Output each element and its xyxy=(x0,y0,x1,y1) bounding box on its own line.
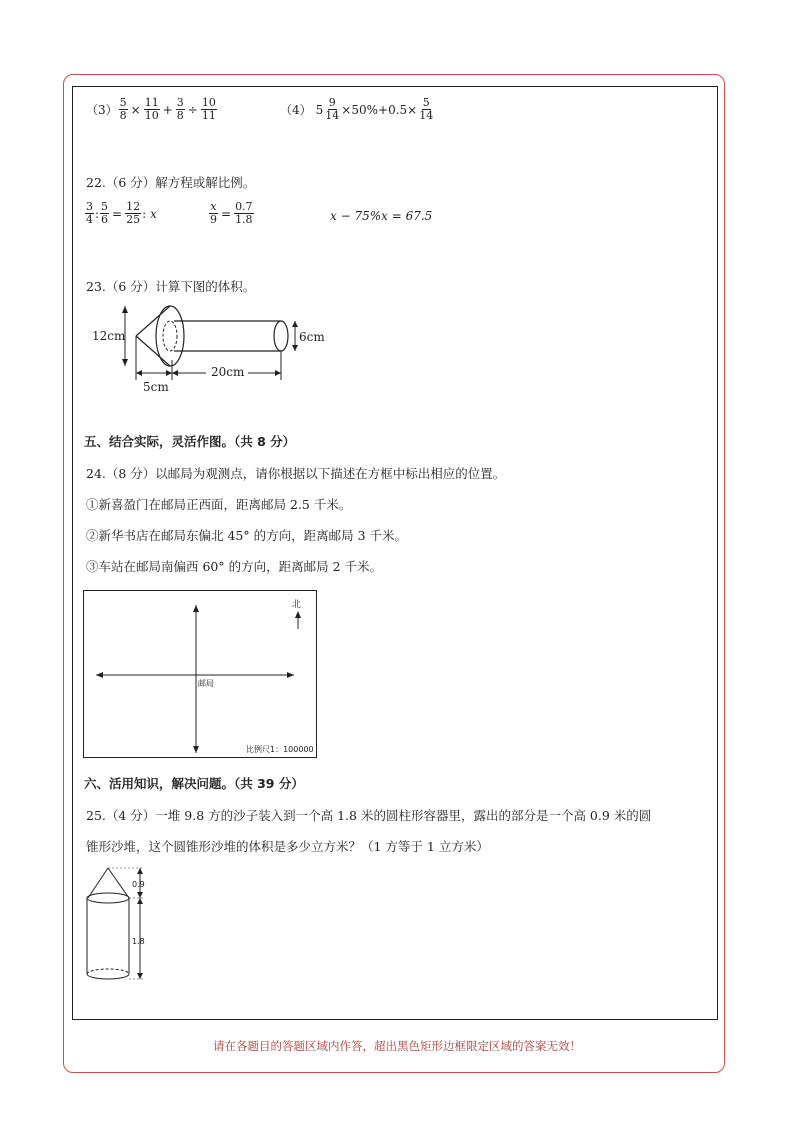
label-5cm: 5cm xyxy=(143,380,169,394)
fraction: $\frac{9}{14}$ xyxy=(325,96,340,122)
label-0-9: 0.9 xyxy=(132,880,145,889)
equation-3: x − 75%x = 67.5 xyxy=(330,209,433,223)
fraction: $\frac{11}{10}$ xyxy=(144,96,159,122)
problem-4: （4） 5 $\frac{9}{14}$ ×50%+0.5× $\frac{5}{14}$ xyxy=(280,96,434,122)
equation-2: $\frac{x}{9}$ = $\frac{0.7}{1.8}$ xyxy=(210,200,253,226)
question-24-item-3: ③车站在邮局南偏西 60° 的方向，距离邮局 2 千米。 xyxy=(86,559,383,574)
problem-4-label: （4） xyxy=(280,103,312,117)
answer-region-frame xyxy=(72,86,718,1020)
section-5-title: 五、结合实际，灵活作图。（共 8 分） xyxy=(84,434,296,449)
label-12cm: 12cm xyxy=(92,329,126,343)
question-24-item-2: ②新华书店在邮局东偏北 45° 的方向，距离邮局 3 千米。 xyxy=(86,528,408,543)
north-label: 北 xyxy=(292,600,302,610)
fraction: $\frac{10}{11}$ xyxy=(201,96,216,122)
label-1-8: 1.8 xyxy=(132,937,145,946)
question-24-title: 24.（8 分）以邮局为观测点，请你根据以下描述在方框中标出相应的位置。 xyxy=(86,466,506,481)
footer-warning: 请在各题目的答题区域内作答，超出黑色矩形边框限定区域的答案无效！ xyxy=(213,1039,581,1053)
question-24-item-1: ①新喜盈门在邮局正西面，距离邮局 2.5 千米。 xyxy=(86,497,352,512)
map-drawing-box[interactable] xyxy=(83,590,317,758)
question-23-title: 23.（6 分）计算下图的体积。 xyxy=(86,279,256,294)
fraction: $\frac{5}{14}$ xyxy=(419,96,434,122)
fraction: $\frac{5}{8}$ xyxy=(119,96,127,122)
fraction: $\frac{3}{8}$ xyxy=(176,96,184,122)
problem-3-label: （3） xyxy=(86,103,118,117)
label-20cm: 20cm xyxy=(211,365,245,379)
question-22-title: 22.（6 分）解方程或解比例。 xyxy=(86,175,256,190)
question-25-line-1: 25.（4 分）一堆 9.8 方的沙子装入到一个高 1.8 米的圆柱形容器里，露出的部分是一个高 0.9 米的圆 xyxy=(86,808,652,823)
label-6cm: 6cm xyxy=(299,330,325,344)
scale-label: 比例尺1：100000 xyxy=(246,745,314,754)
map-axes xyxy=(84,591,316,757)
cone-cylinder-figure xyxy=(88,300,348,400)
post-office-label: 邮局 xyxy=(198,679,214,688)
equation-1: $\frac{3}{4}$ : $\frac{5}{6}$ = $\frac{12}{25}$ : x xyxy=(86,200,157,226)
problem-3: （3） $\frac{5}{8}$ × $\frac{11}{10}$ + $\frac{3}{8}$ ÷ $\frac{10}{11}$ xyxy=(86,96,216,122)
section-6-title: 六、活用知识，解决问题。（共 39 分） xyxy=(84,776,304,791)
question-25-line-2: 锥形沙堆，这个圆锥形沙堆的体积是多少立方米？（1 方等于 1 立方米） xyxy=(86,839,489,854)
